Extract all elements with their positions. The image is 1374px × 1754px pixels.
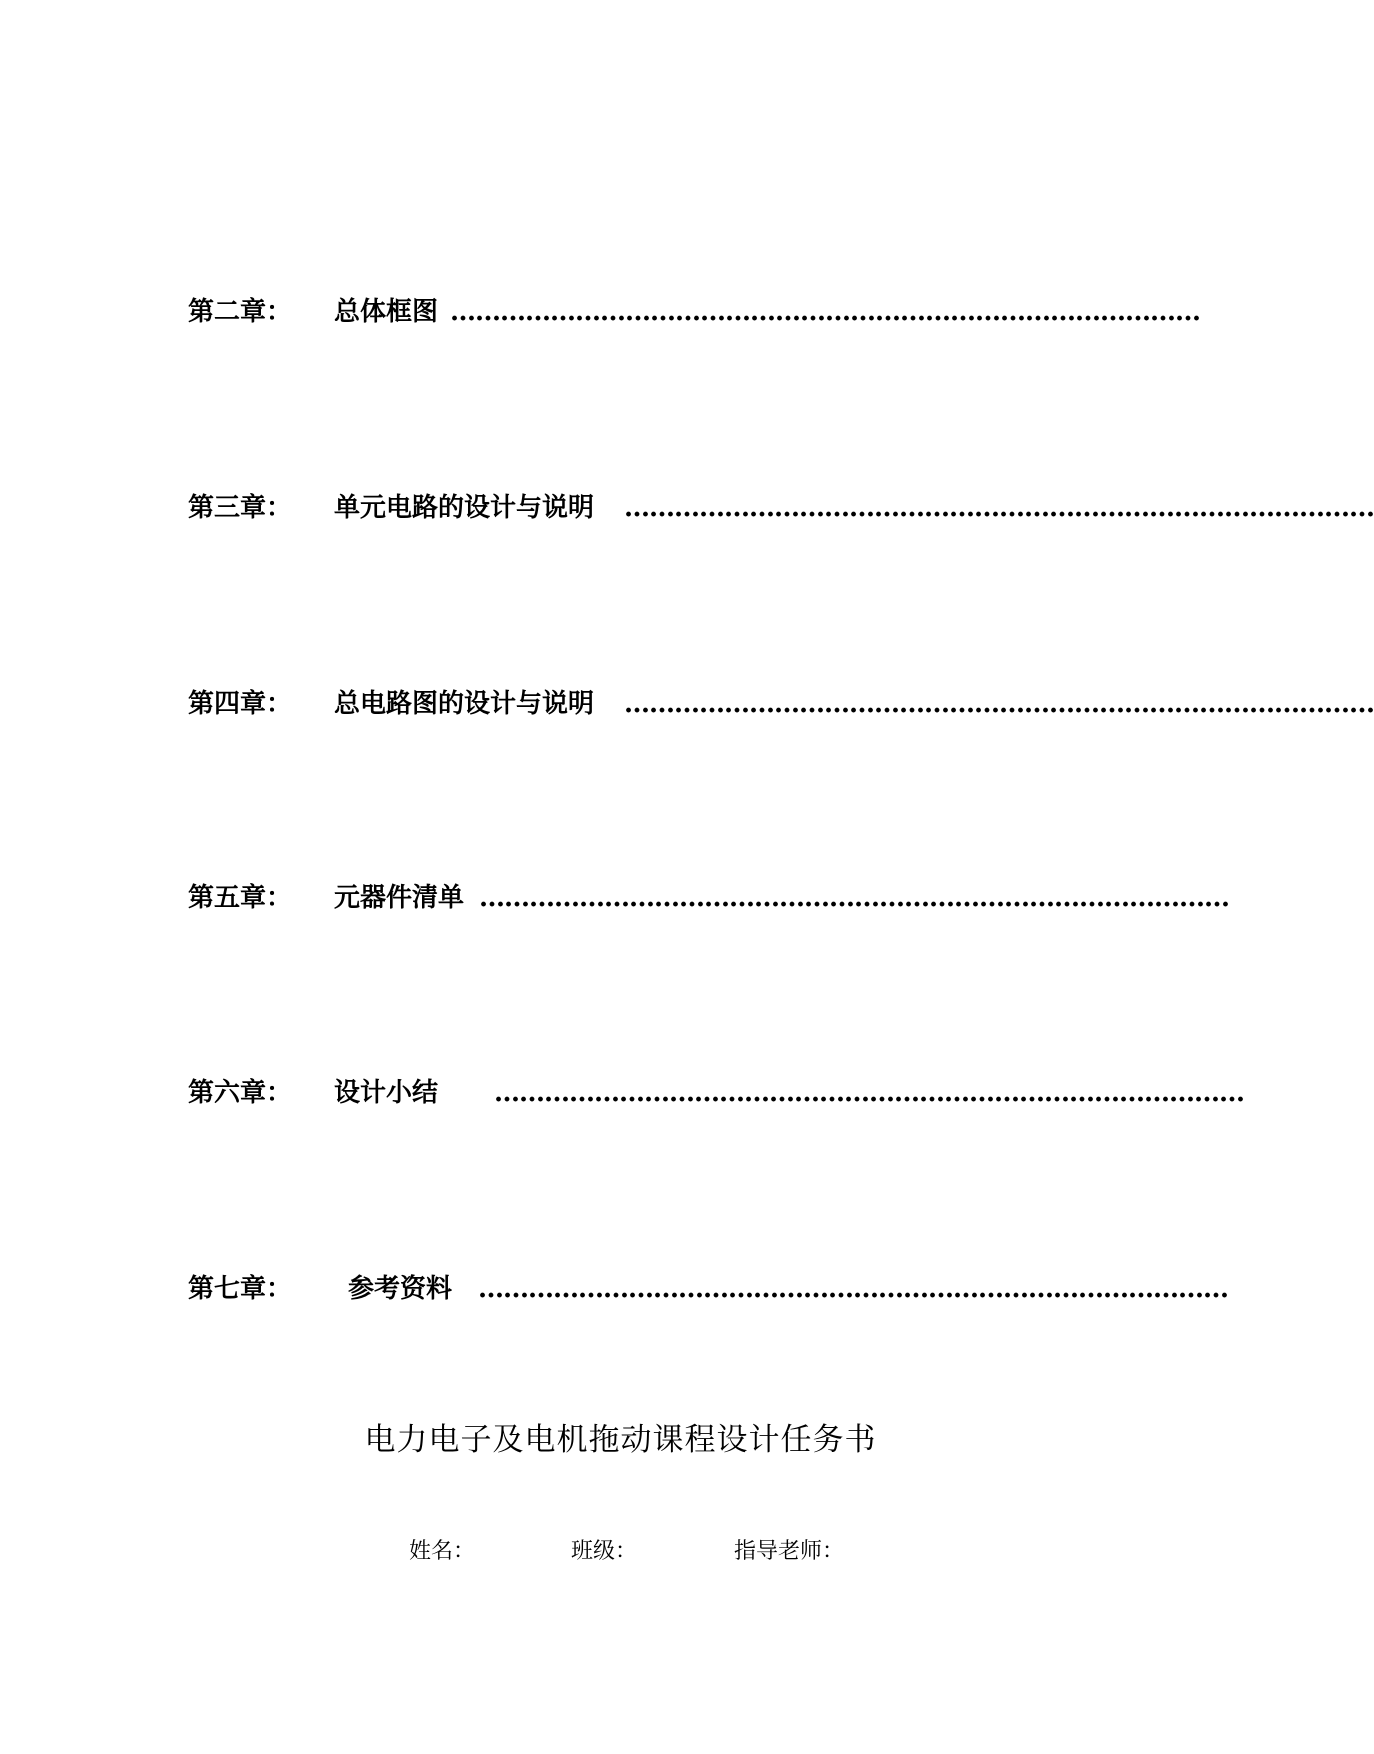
chapter-title: 总电路图的设计与说明 [334, 689, 595, 719]
chapter-number: 第五章： [188, 883, 293, 913]
dot-leader: ……………………………………………………………………………… [494, 1078, 1244, 1108]
task-book-title: 电力电子及电机拖动课程设计任务书 [364, 1422, 877, 1458]
chapter-number: 第七章： [188, 1274, 293, 1304]
chapter-title: 参考资料 [348, 1274, 453, 1304]
chapter-title: 设计小结 [334, 1078, 439, 1108]
chapter-title: 元器件清单 [334, 883, 465, 913]
class-label: 班级： [571, 1539, 638, 1564]
dot-leader: ……………………………………………………………………………… [624, 689, 1374, 719]
chapter-number: 第六章： [188, 1078, 293, 1108]
chapter-number: 第三章： [188, 493, 293, 523]
chapter-number: 第四章： [188, 689, 293, 719]
dot-leader: ……………………………………………………………………………… [450, 297, 1200, 327]
teacher-label: 指导老师： [734, 1539, 845, 1564]
chapter-title: 总体框图 [334, 297, 439, 327]
chapter-title: 单元电路的设计与说明 [334, 493, 595, 523]
dot-leader: ……………………………………………………………………………… [479, 883, 1229, 913]
dot-leader: ……………………………………………………………………………… [624, 493, 1374, 523]
chapter-number: 第二章： [188, 297, 293, 327]
name-label: 姓名： [409, 1539, 476, 1564]
dot-leader: ……………………………………………………………………………… [478, 1274, 1228, 1304]
